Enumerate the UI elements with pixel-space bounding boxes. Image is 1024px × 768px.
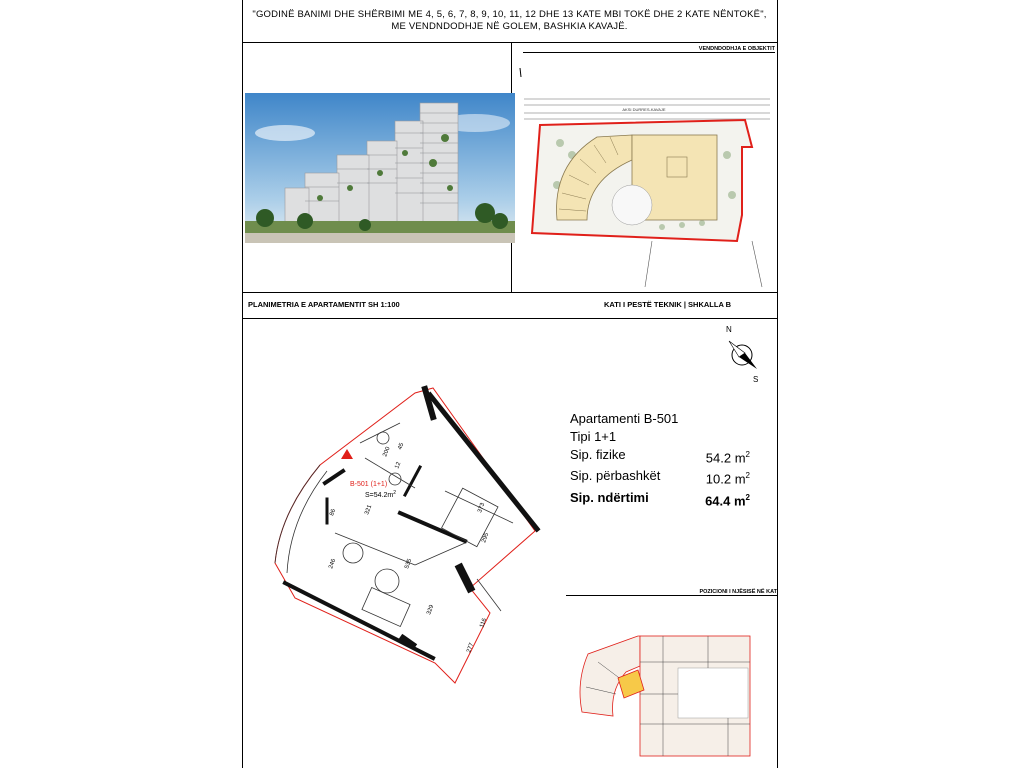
unit-area: $S=54.2m^2$ bbox=[365, 490, 396, 499]
unit-label: B-501 (1+1) bbox=[350, 481, 388, 488]
apartment-type: Tipi 1+1 bbox=[570, 429, 617, 444]
plan-title: PLANIMETRIA E APARTAMENTIT SH 1:100 bbox=[248, 300, 400, 309]
dim-12: 12 bbox=[394, 461, 403, 470]
site-plan bbox=[512, 55, 776, 291]
column-bottom-right bbox=[460, 568, 470, 588]
dim-373: 373 bbox=[477, 502, 487, 514]
road-label: AKSI DURRES-KAVAJE bbox=[622, 107, 666, 112]
dim-86: 86 bbox=[329, 508, 338, 517]
site-north-tick bbox=[520, 68, 521, 77]
apartment-floor-plan bbox=[265, 383, 555, 688]
area-value: 64.4 $m^2$ bbox=[705, 492, 750, 508]
area-label: Sip. fizike bbox=[570, 447, 626, 462]
road bbox=[524, 99, 770, 119]
area-row-common bbox=[570, 467, 750, 488]
compass bbox=[715, 325, 775, 385]
area-label: Sip. ndërtimi bbox=[570, 489, 649, 505]
dim-295: 295 bbox=[481, 532, 491, 544]
position-header-line bbox=[566, 595, 777, 596]
dim-45: 45 bbox=[397, 442, 406, 451]
dim-277: 277 bbox=[466, 642, 476, 654]
building-rendering bbox=[245, 93, 515, 243]
dim-321: 321 bbox=[364, 504, 374, 516]
dim-246: 246 bbox=[328, 558, 338, 570]
wall-top-column bbox=[425, 389, 433, 417]
compass-north-label: N bbox=[726, 325, 732, 334]
apartment-name: Apartamenti B-501 bbox=[570, 411, 679, 426]
dim-329: 329 bbox=[426, 604, 436, 616]
compass-south-label: S bbox=[753, 375, 759, 384]
dim-535: 535 bbox=[404, 558, 414, 570]
floor-key-plan bbox=[578, 632, 776, 767]
courtyard bbox=[612, 185, 652, 225]
area-value: 10.2 $m^2$ bbox=[705, 471, 750, 487]
document-title bbox=[242, 9, 777, 33]
sheet-border-right bbox=[777, 0, 778, 768]
location-header: VENDNDODHJA E OBJEKTIT bbox=[698, 46, 775, 52]
area-row-construction bbox=[570, 489, 750, 510]
dim-200: 200 bbox=[382, 446, 392, 458]
title-line-1: "GODINË BANIMI DHE SHËRBIMI ME 4, 5, 6, 7, 8, 9, 10, 11, 12 DHE 13 KATE MBI TOKË DHE 2 KATE NËNTOKË", bbox=[252, 9, 767, 20]
title-line-2: ME VENDNDODHJE NË GOLEM, BASHKIA KAVAJË. bbox=[391, 21, 628, 32]
area-row-physical bbox=[570, 446, 750, 467]
position-header: POZICIONI I NJËSISË NË KAT bbox=[699, 589, 777, 595]
apartment-info bbox=[570, 410, 750, 510]
area-value: 54.2 $m^2$ bbox=[705, 450, 750, 466]
entrance-marker bbox=[341, 449, 353, 459]
floor-title: KATI I PESTË TEKNIK | SHKALLA B bbox=[604, 300, 732, 309]
dim-116: 116 bbox=[479, 617, 489, 629]
location-header-line bbox=[523, 52, 775, 53]
area-label: Sip. përbashkët bbox=[570, 468, 661, 484]
